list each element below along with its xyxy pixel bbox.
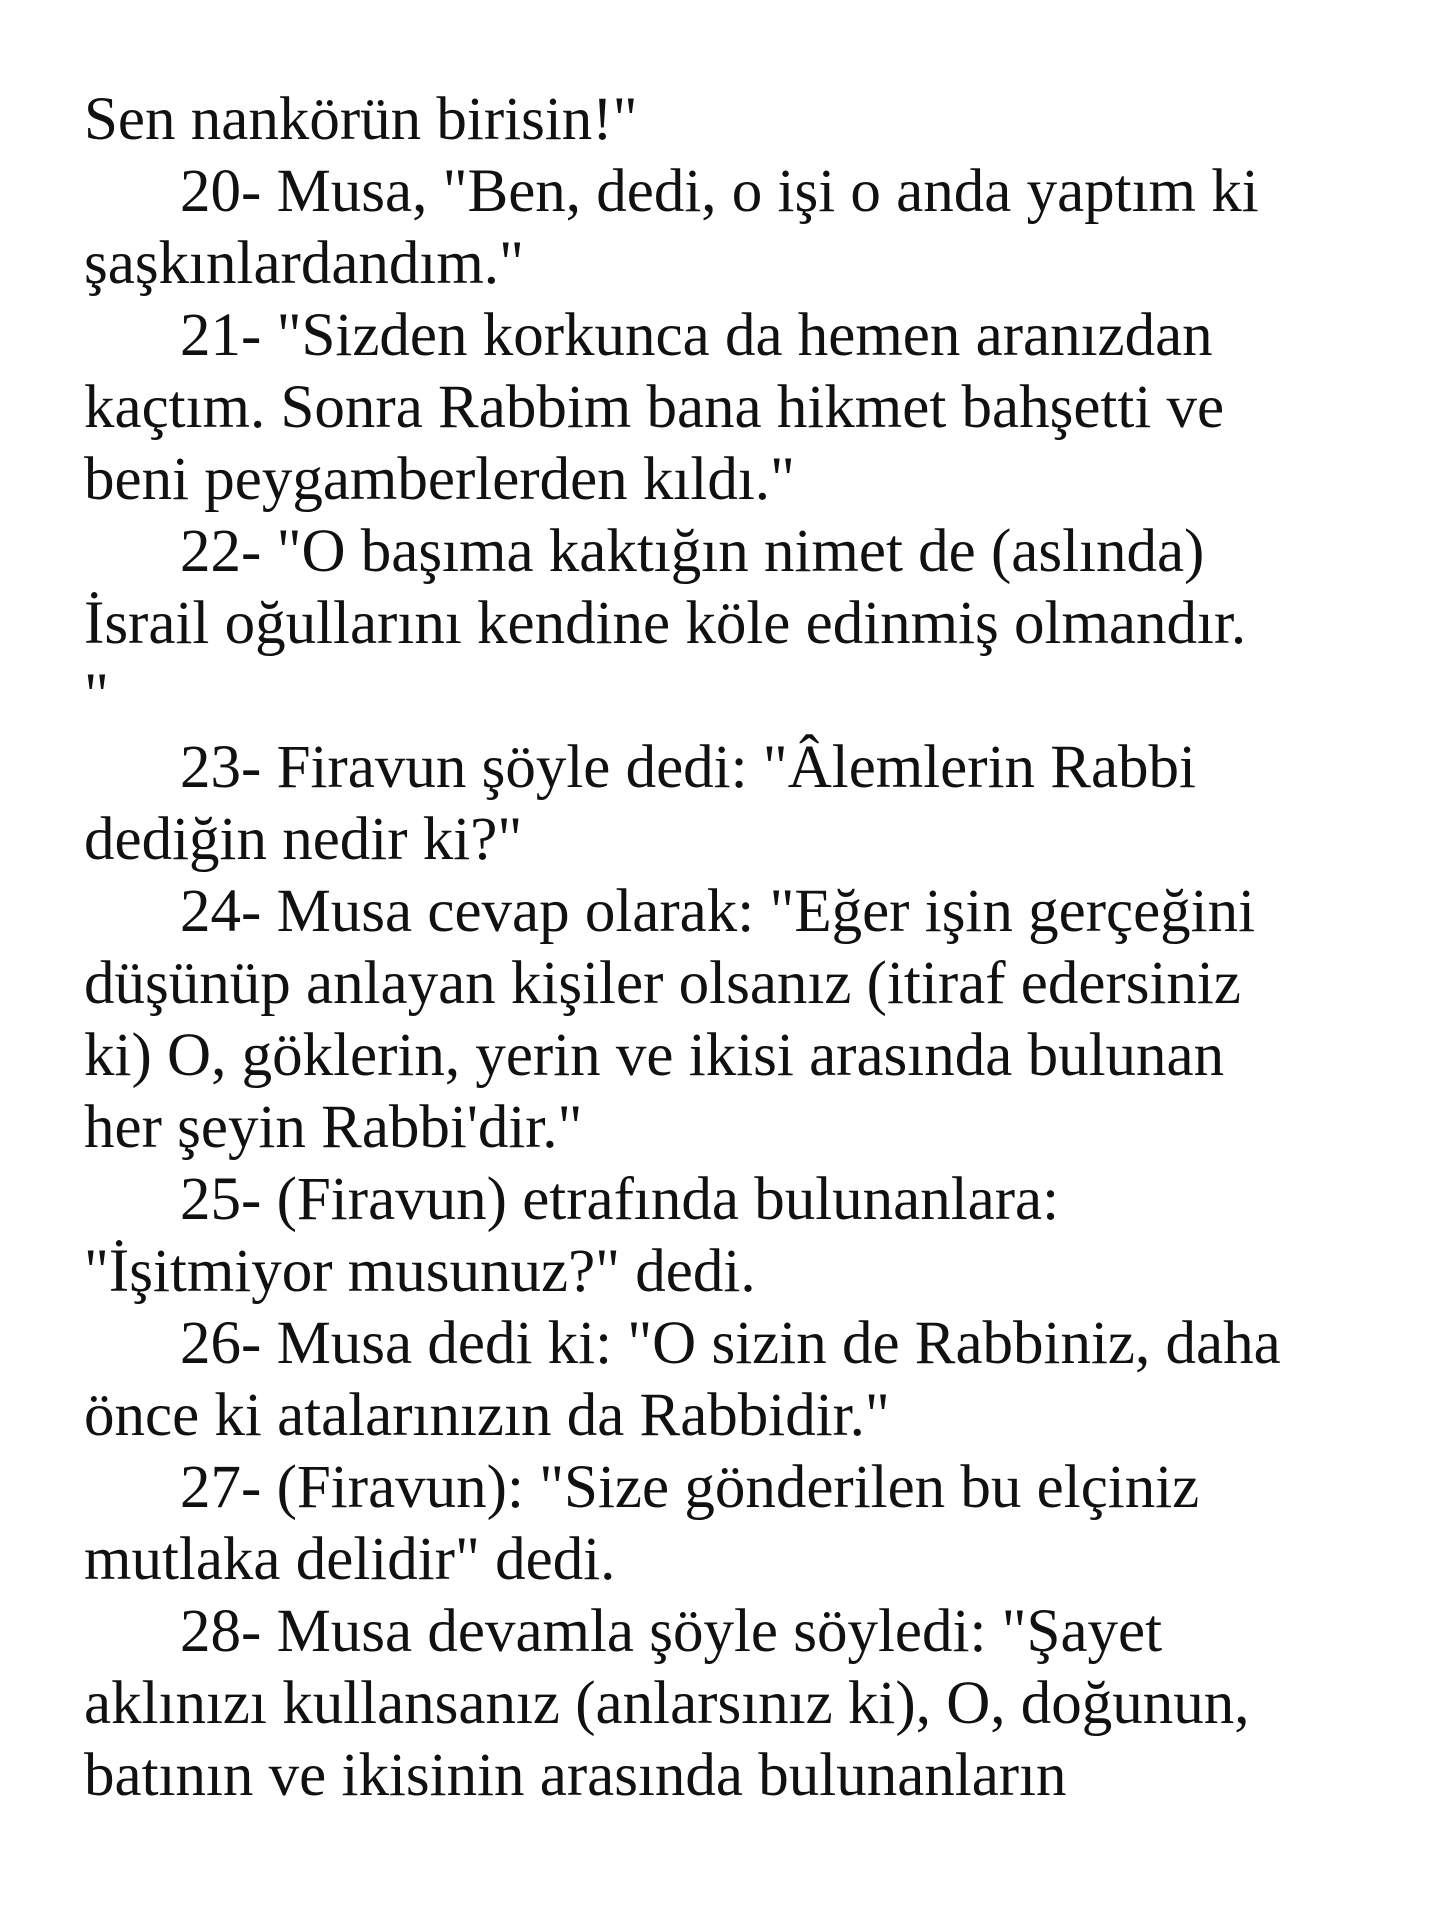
verse-26-line: 26- Musa dedi ki: "O sizin de Rabbiniz, daha	[180, 1310, 1281, 1377]
text-line: beni peygamberlerden kıldı."	[84, 446, 795, 513]
text-line: her şeyin Rabbi'dir."	[84, 1094, 583, 1161]
text-line: düşünüp anlayan kişiler olsanız (itiraf edersiniz	[84, 950, 1241, 1017]
text-line: kaçtım. Sonra Rabbim bana hikmet bahşetti ve	[84, 374, 1225, 441]
verse-22-line: 22- "O başıma kaktığın nimet de (aslında)	[180, 518, 1205, 585]
text-line: İsrail oğullarını kendine köle edinmiş olmandır.	[84, 590, 1247, 657]
text-line: batının ve ikisinin arasında bulunanların	[84, 1742, 1067, 1809]
verse-24-line: 24- Musa cevap olarak: "Eğer işin gerçeğini	[180, 878, 1256, 945]
text-line: dediğin nedir ki?"	[84, 806, 523, 873]
verse-28-line: 28- Musa devamla şöyle söyledi: "Şayet	[180, 1598, 1163, 1665]
text-line: şaşkınlardandım."	[84, 230, 524, 297]
text-line: "	[84, 662, 109, 729]
body-text	[84, 84, 1384, 1812]
verse-25-line: 25- (Firavun) etrafında bulunanlara:	[180, 1166, 1060, 1233]
text-line: ki) O, göklerin, yerin ve ikisi arasında bulunan	[84, 1022, 1225, 1089]
verse-27-line: 27- (Firavun): "Size gönderilen bu elçiniz	[180, 1454, 1200, 1521]
verse-23-line: 23- Firavun şöyle dedi: "Âlemlerin Rabbi	[180, 734, 1196, 801]
verse-21-line: 21- "Sizden korkunca da hemen aranızdan	[180, 302, 1213, 369]
verse-20-line: 20- Musa, "Ben, dedi, o işi o anda yaptım ki	[180, 158, 1259, 225]
text-line: "İşitmiyor musunuz?" dedi.	[84, 1238, 756, 1305]
text-line: önce ki atalarınızın da Rabbidir."	[84, 1382, 890, 1449]
text-line: aklınızı kullansanız (anlarsınız ki), O, doğunun,	[84, 1670, 1250, 1737]
text-line: Sen nankörün birisin!"	[84, 86, 638, 153]
text-line: mutlaka delidir" dedi.	[84, 1526, 616, 1593]
